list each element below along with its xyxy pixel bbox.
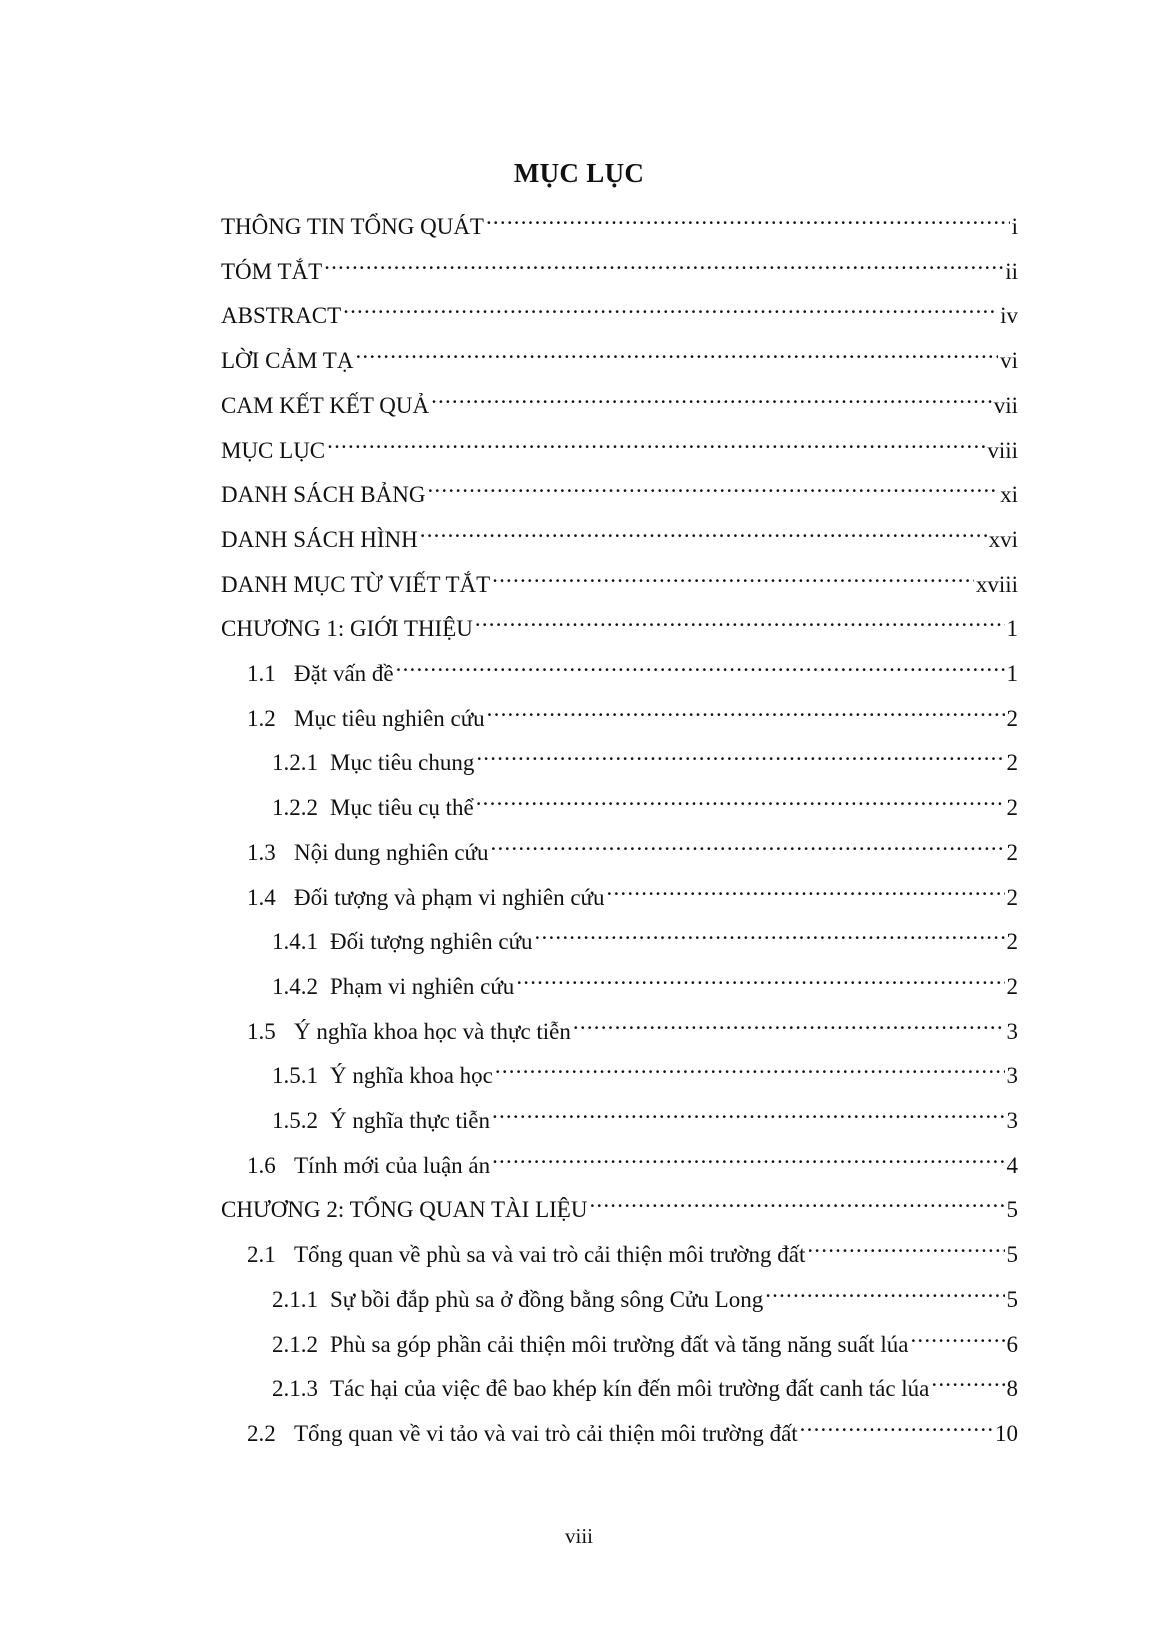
dot-leader (910, 1318, 1004, 1352)
toc-entry-label: Đặt vấn đề (294, 661, 394, 686)
toc-entry-label: Ý nghĩa khoa học (330, 1063, 493, 1089)
toc-entry-page: 6 (1006, 1331, 1018, 1357)
toc-entry-page: xvi (988, 526, 1018, 552)
toc-entry-number: 1.4.1 (272, 929, 318, 955)
dot-leader (607, 871, 1005, 905)
toc-entry[interactable] (247, 1139, 1018, 1178)
toc-entry-label: DANH MỤC TỪ VIẾT TẮT (221, 571, 491, 597)
toc-entry-page: 10 (995, 1420, 1018, 1446)
dot-leader (396, 647, 1005, 681)
toc-entry-number: 1.6 (247, 1152, 276, 1178)
dot-leader (491, 826, 1005, 860)
toc-entry-number: 1.5 (247, 1018, 276, 1044)
toc-entry-number: 2.1.2 (272, 1331, 318, 1357)
toc-entry-number: 2.2 (247, 1420, 276, 1446)
dot-leader (343, 289, 998, 323)
toc-entry-page: viii (987, 437, 1018, 463)
toc-entry[interactable] (272, 736, 1018, 776)
toc-entry-label: THÔNG TIN TỔNG QUÁT (221, 214, 484, 239)
dot-leader (807, 1228, 1004, 1262)
toc-entry-page: 4 (1006, 1152, 1018, 1178)
dot-leader (931, 1362, 1004, 1396)
toc-entry-label: CAM KẾT KẾT QUẢ (221, 392, 430, 418)
toc-entry[interactable] (247, 647, 1018, 686)
toc-entry-label: DANH SÁCH HÌNH (221, 526, 418, 552)
toc-entry-page: 8 (1006, 1376, 1018, 1402)
dot-leader (476, 781, 1005, 815)
toc-entry[interactable] (272, 960, 1018, 999)
toc-entry[interactable] (221, 558, 1018, 597)
toc-entry[interactable] (247, 826, 1018, 865)
toc-entry-label: CHƯƠNG 2: TỔNG QUAN TÀI LIỆU (221, 1197, 588, 1223)
toc-entry-page: 3 (1006, 1063, 1018, 1089)
toc-entry-label: Phạm vi nghiên cứu (330, 973, 515, 999)
toc-entry[interactable] (221, 513, 1018, 552)
toc-entry[interactable] (221, 289, 1018, 329)
dot-leader (535, 915, 1005, 949)
toc-entry-number: 1.3 (247, 839, 276, 865)
toc-entry-number: 1.1 (247, 661, 276, 686)
toc-entry-number: 1.2.1 (272, 750, 318, 776)
dot-leader (800, 1407, 993, 1441)
toc-entry[interactable] (221, 334, 1018, 374)
toc-entry-page: 3 (1006, 1018, 1018, 1044)
toc-entry-label: Mục tiêu chung (330, 750, 475, 776)
toc-entry-page: xviii (975, 571, 1018, 597)
dot-leader (492, 1094, 1004, 1128)
dot-leader (427, 468, 998, 502)
toc-entry-page: 1 (1006, 661, 1018, 686)
dot-leader (487, 692, 1005, 726)
toc-entry[interactable] (247, 1228, 1018, 1268)
dot-leader (492, 558, 974, 592)
toc-entry[interactable] (247, 1005, 1018, 1044)
toc-entry-number: 1.5.2 (272, 1108, 318, 1133)
toc-entry-number: 1.4.2 (272, 973, 318, 999)
toc-entry[interactable] (221, 245, 1018, 284)
dot-leader (327, 424, 985, 458)
dot-leader (486, 200, 1010, 234)
toc-entry[interactable] (221, 379, 1018, 418)
toc-entry[interactable] (272, 1049, 1018, 1089)
toc-entry-label: Sự bồi đắp phù sa ở đồng bằng sông Cửu Long (330, 1286, 764, 1312)
toc-entry-page: 2 (1006, 884, 1018, 910)
toc-entry-page: 1 (1006, 616, 1018, 642)
toc-entry[interactable] (272, 1318, 1018, 1357)
toc-entry-label: TÓM TẮT (221, 258, 323, 284)
toc-entry-page: 2 (1006, 750, 1018, 776)
dot-leader (492, 1139, 1004, 1173)
toc-entry-label: Tổng quan về vi tảo và vai trò cải thiện môi trường đất (294, 1420, 798, 1446)
toc-entry-label: Tác hại của việc đê bao khép kín đến môi trường đất canh tác lúa (330, 1376, 930, 1402)
toc-entry-label: MỤC LỤC (221, 437, 326, 463)
toc-entry-label: DANH SÁCH BẢNG (221, 482, 426, 508)
toc-entry-page: ii (1005, 258, 1018, 284)
toc-entry-label: Tính mới của luận án (294, 1152, 491, 1178)
dot-leader (420, 513, 987, 547)
toc-entry-page: 2 (1006, 929, 1018, 955)
dot-leader (324, 245, 1003, 279)
dot-leader (516, 960, 1004, 994)
toc-entry[interactable] (272, 915, 1018, 955)
toc-entry[interactable] (247, 1407, 1018, 1446)
toc-entry-label: Nội dung nghiên cứu (294, 839, 489, 865)
dot-leader (765, 1273, 1004, 1307)
toc-entry[interactable] (247, 871, 1018, 910)
dot-leader (431, 379, 992, 413)
dot-leader (355, 334, 998, 368)
toc-entry-page: 5 (1006, 1286, 1018, 1312)
toc-entry-number: 2.1 (247, 1242, 276, 1268)
toc-entry-label: LỜI CẢM TẠ (221, 348, 354, 374)
toc-entry-label: ABSTRACT (221, 303, 342, 329)
dot-leader (589, 1183, 1004, 1217)
toc-entry-page: 2 (1006, 705, 1018, 731)
toc-entry-label: Đối tượng nghiên cứu (330, 929, 533, 955)
toc-entry-label: Mục tiêu cụ thể (330, 795, 474, 821)
toc-entry-page: i (1011, 214, 1018, 239)
toc-entry[interactable] (272, 781, 1018, 821)
toc-entry[interactable] (221, 468, 1018, 508)
toc-entry-number: 1.4 (247, 884, 276, 910)
toc-entry-page: vii (993, 392, 1018, 418)
toc-entry[interactable] (272, 1094, 1018, 1133)
toc-entry-label: Tổng quan về phù sa và vai trò cải thiện môi trường đất (294, 1242, 806, 1268)
toc-entry-label: Ý nghĩa thực tiễn (330, 1108, 491, 1133)
dot-leader (476, 736, 1004, 770)
toc-entry-page: xi (1000, 482, 1018, 508)
toc-entry-page: 5 (1006, 1242, 1018, 1268)
toc-entry-number: 2.1.1 (272, 1286, 318, 1312)
toc-entry-page: 2 (1006, 839, 1018, 865)
toc-entry-label: CHƯƠNG 1: GIỚI THIỆU (221, 616, 473, 642)
toc-entry[interactable] (221, 424, 1018, 463)
toc-entry-label: Mục tiêu nghiên cứu (294, 705, 485, 731)
toc-entry[interactable] (272, 1362, 1018, 1402)
toc-entry-page: iv (1000, 303, 1018, 329)
toc-entry-page: 2 (1006, 795, 1018, 821)
dot-leader (495, 1049, 1005, 1083)
toc-entry-number: 1.2.2 (272, 795, 318, 821)
toc-entry[interactable] (221, 1183, 1018, 1223)
toc-entry-label: Đối tượng và phạm vi nghiên cứu (294, 884, 605, 910)
toc-entry[interactable] (247, 692, 1018, 731)
toc-entry[interactable] (221, 602, 1018, 642)
toc-entry-number: 1.5.1 (272, 1063, 318, 1089)
toc-entry-page: vi (1000, 348, 1018, 374)
toc-entry[interactable] (221, 200, 1018, 239)
dot-leader (475, 602, 1005, 636)
page-title: MỤC LỤC (513, 158, 645, 188)
toc-entry-number: 1.2 (247, 705, 276, 731)
toc-entry-label: Phù sa góp phần cải thiện môi trường đất và tăng năng suất lúa (330, 1331, 909, 1357)
toc-entry[interactable] (272, 1273, 1018, 1312)
dot-leader (573, 1005, 1005, 1039)
toc-entry-label: Ý nghĩa khoa học và thực tiễn (294, 1018, 571, 1044)
toc-entry-page: 2 (1006, 973, 1018, 999)
toc-entry-number: 2.1.3 (272, 1376, 318, 1402)
toc-entry-page: 5 (1006, 1197, 1018, 1223)
page-footer-number: viii (564, 1524, 593, 1548)
toc-entry-page: 3 (1006, 1108, 1018, 1133)
